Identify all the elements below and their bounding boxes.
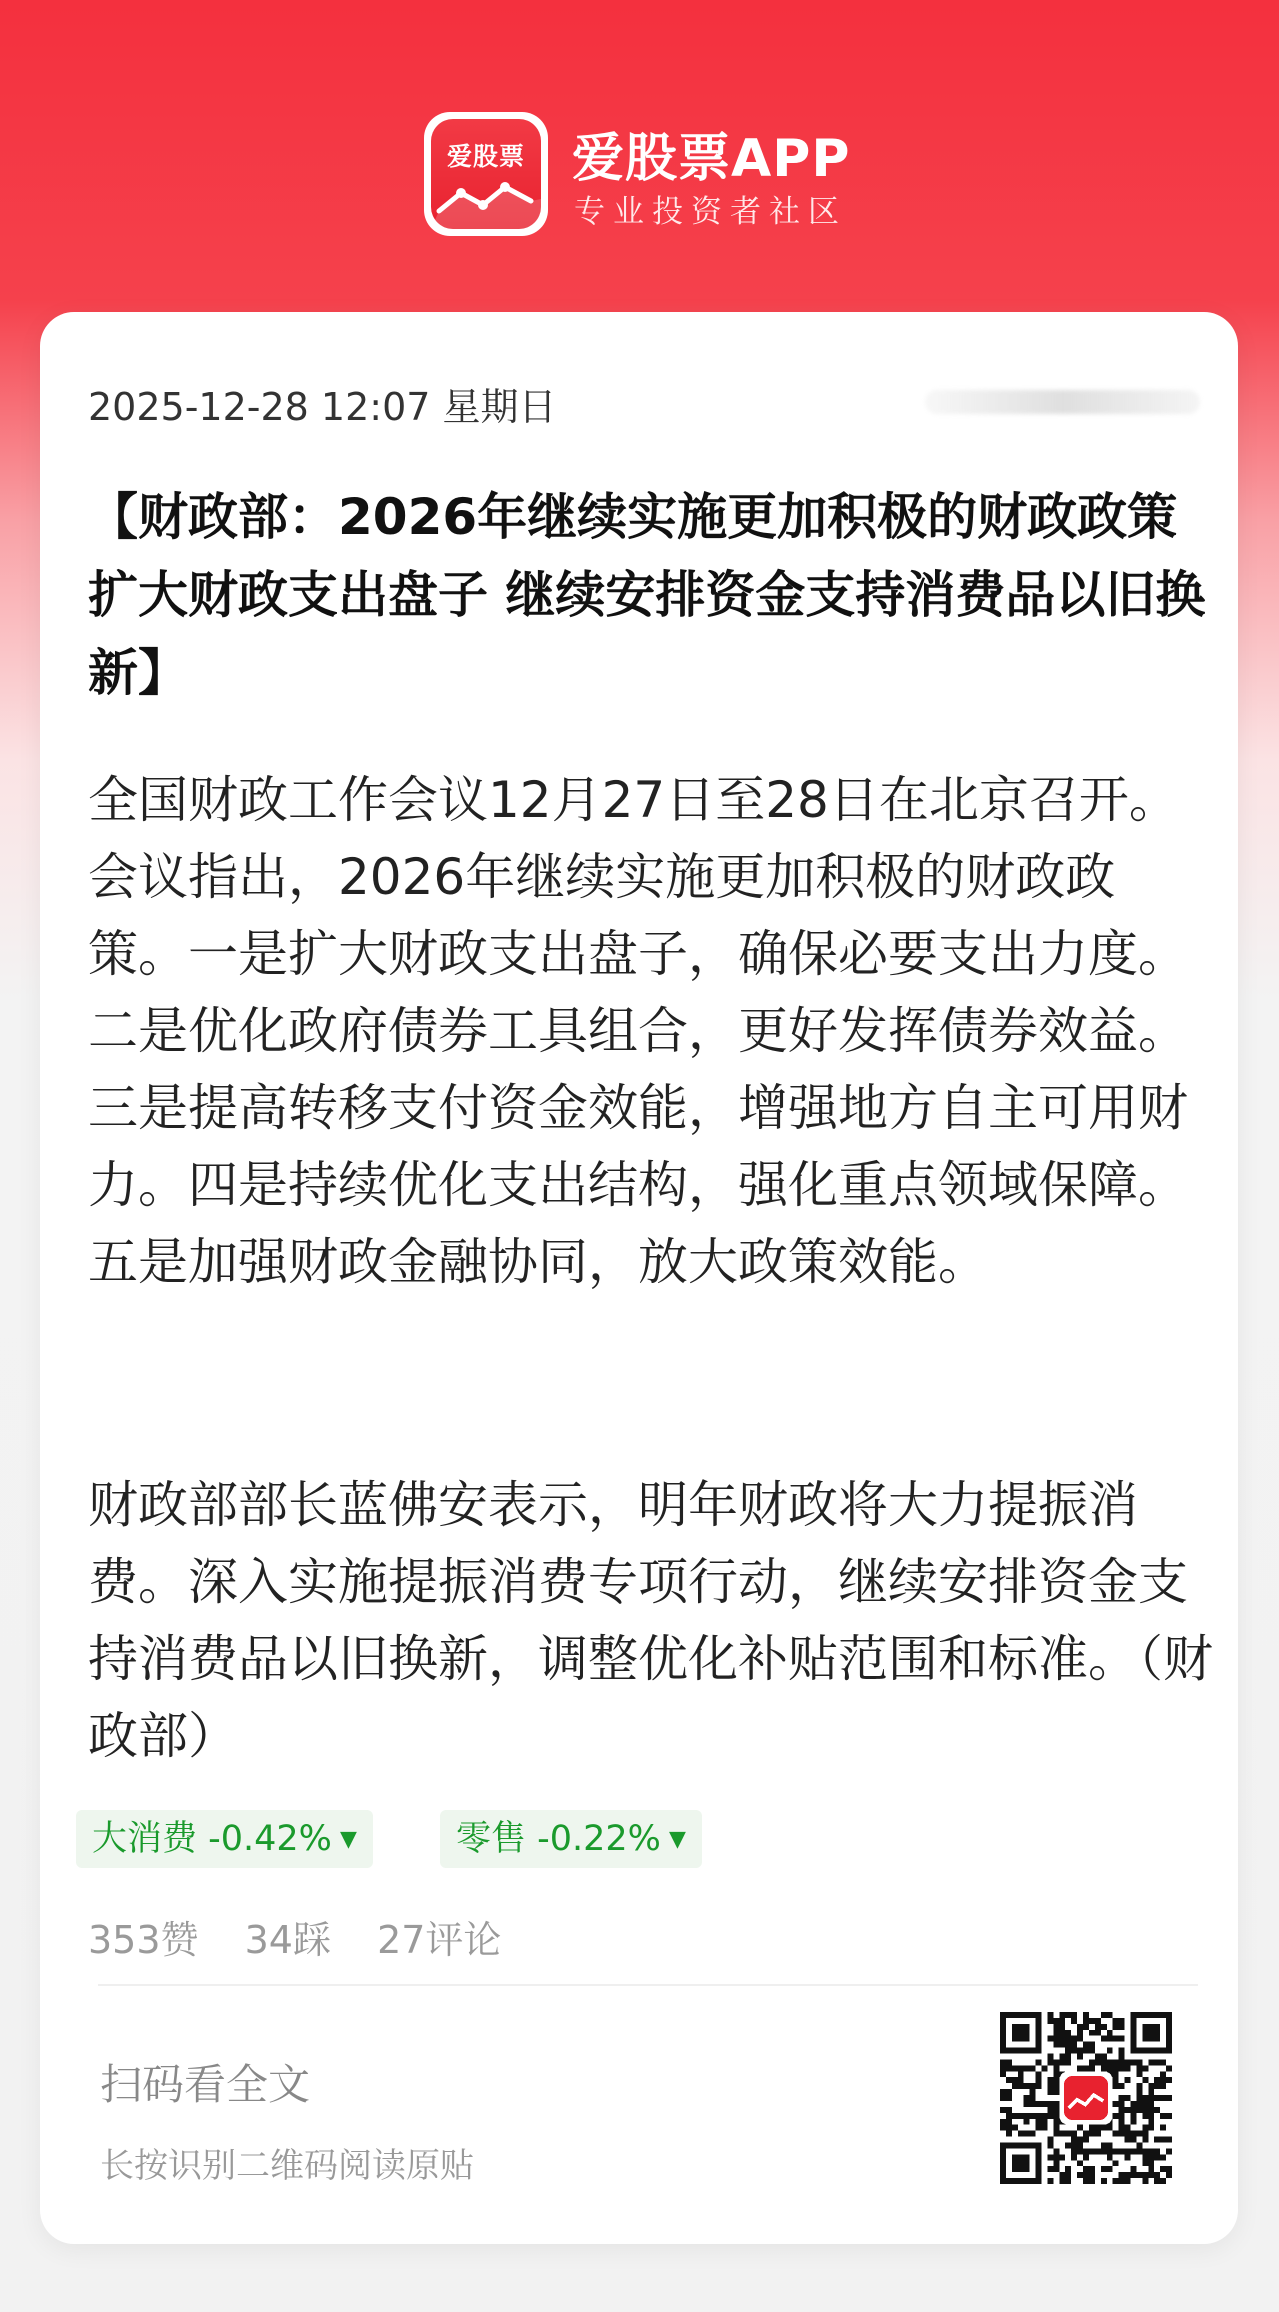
divider — [98, 1984, 1198, 1986]
qr-code-icon[interactable] — [1000, 2012, 1172, 2184]
post-headline: 【财政部：2026年继续实施更加积极的财政政策 扩大财政支出盘子 继续安排资金支持消费品以旧换新】 — [88, 488, 1206, 702]
stock-chart-logo-icon — [431, 119, 541, 229]
down-triangle-icon: ▼ — [339, 1827, 357, 1852]
scan-title: 扫码看全文 — [100, 2060, 311, 2109]
post-stats — [88, 1909, 535, 1964]
tag-label: 大消费 -0.42% — [92, 1819, 332, 1859]
app-name: 爱股票APP — [572, 129, 851, 189]
post-card — [40, 312, 1238, 2244]
logo-text: 爱股票 — [446, 142, 525, 171]
comment-count[interactable]: 27评论 — [377, 1918, 502, 1962]
app-slogan: 专业投资者社区 — [574, 194, 847, 230]
blurred-username — [925, 390, 1200, 414]
dislike-count[interactable]: 34踩 — [244, 1918, 331, 1962]
post-paragraph-2: 财政部部长蓝佛安表示，明年财政将大力提振消费。深入实施提振消费专项行动，继续安排资金支持消费品以旧换新，调整优化补贴范围和标准。（财政部） — [88, 1476, 1213, 1765]
like-count[interactable]: 353赞 — [88, 1918, 199, 1962]
post-paragraph-1: 全国财政工作会议12月27日至28日在北京召开。会议指出，2026年继续实施更加积极的财政政策。一是扩大财政支出盘子，确保必要支出力度。二是优化政府债券工具组合，更好发挥债券效益。三是提高转移支付资金效能，增强地方自主可用财力。四是持续优化支出结构，强化重点领域保障。五是加强财政金融协同，放大政策效能。 — [88, 771, 1188, 1291]
sector-tag-consumer[interactable] — [76, 1810, 373, 1868]
app-logo — [424, 112, 548, 236]
post-datetime: 2025-12-28 12:07 星期日 — [88, 385, 557, 429]
scan-subtitle: 长按识别二维码阅读原贴 — [100, 2146, 474, 2186]
trend-line-icon — [431, 171, 541, 229]
app-header — [0, 0, 1279, 300]
sector-tag-retail[interactable] — [440, 1810, 702, 1868]
tag-label: 零售 -0.22% — [456, 1819, 661, 1859]
down-triangle-icon: ▼ — [668, 1827, 686, 1852]
